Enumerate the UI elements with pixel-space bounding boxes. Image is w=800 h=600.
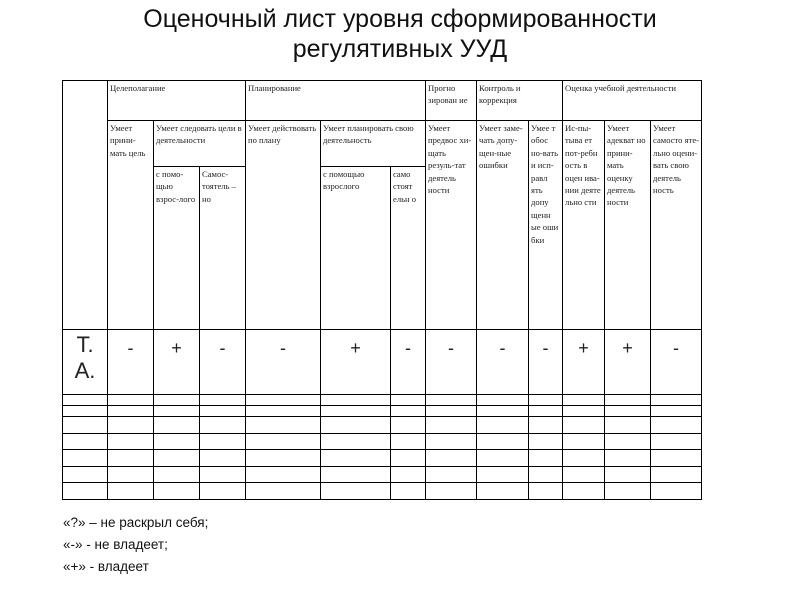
empty-cell (246, 467, 321, 483)
empty-cell (200, 406, 246, 417)
empty-cell (63, 467, 108, 483)
empty-cell (321, 450, 391, 467)
empty-rows (63, 395, 702, 500)
empty-cell (63, 406, 108, 417)
mark-cell: - (108, 330, 154, 395)
empty-cell (108, 434, 154, 450)
empty-cell (391, 467, 426, 483)
empty-cell (477, 483, 529, 500)
empty-cell (563, 395, 605, 406)
empty-cell (200, 467, 246, 483)
header-skill-justify-correct-errors: Умее т обос но-вать и исп-равл ять допу щенн ые оши бки (529, 121, 563, 330)
empty-cell (321, 395, 391, 406)
mark-cell: - (426, 330, 477, 395)
mark-cell: + (605, 330, 651, 395)
empty-cell (63, 395, 108, 406)
table-row-empty (63, 450, 702, 467)
empty-cell (651, 450, 702, 467)
empty-cell (563, 467, 605, 483)
empty-cell (108, 395, 154, 406)
header-sub-plan-with-adult-help: с помощью взрослого (321, 167, 391, 330)
mark-cell: - (477, 330, 529, 395)
header-skill-notice-errors: Умеет заме-чать допу-щен-ные ошибки (477, 121, 529, 330)
header-skill-follow-goal: Умеет следовать цели в деятельности (154, 121, 246, 167)
empty-cell (477, 450, 529, 467)
legend (63, 512, 208, 578)
empty-cell (605, 467, 651, 483)
empty-cell (200, 483, 246, 500)
empty-cell (605, 406, 651, 417)
empty-cell (391, 406, 426, 417)
empty-cell (321, 417, 391, 434)
empty-cell (426, 434, 477, 450)
page-title (0, 4, 800, 64)
empty-cell (63, 434, 108, 450)
empty-cell (563, 483, 605, 500)
empty-cell (154, 483, 200, 500)
empty-cell (477, 406, 529, 417)
empty-cell (200, 417, 246, 434)
empty-cell (246, 406, 321, 417)
mark-cell: - (651, 330, 702, 395)
header-group-forecasting: Прогно зирован ие (426, 81, 477, 121)
empty-cell (563, 406, 605, 417)
table-row-empty (63, 395, 702, 406)
student-name: Т. А. (63, 330, 108, 395)
header-sub-independently: Самос-тоятель –но (200, 167, 246, 330)
table-row-empty (63, 406, 702, 417)
header-skill-self-evaluate: Умеет самосто яте-льно оцени-вать свою деятель ность (651, 121, 702, 330)
empty-cell (651, 434, 702, 450)
header-skill-anticipate-result: Умеет предвос хи-щать резуль-тат деятель ности (426, 121, 477, 330)
empty-cell (563, 434, 605, 450)
empty-cell (391, 483, 426, 500)
empty-cell (154, 434, 200, 450)
empty-cell (529, 467, 563, 483)
empty-cell (200, 395, 246, 406)
empty-cell (605, 417, 651, 434)
empty-cell (391, 395, 426, 406)
header-row-skills (63, 121, 702, 167)
empty-cell (563, 417, 605, 434)
mark-cell: - (246, 330, 321, 395)
title-line-2: регулятивных УУД (292, 35, 508, 63)
empty-cell (108, 467, 154, 483)
mark-cell: + (563, 330, 605, 395)
mark-cell: - (529, 330, 563, 395)
empty-cell (426, 450, 477, 467)
empty-cell (651, 406, 702, 417)
empty-cell (605, 483, 651, 500)
empty-cell (63, 417, 108, 434)
empty-cell (651, 483, 702, 500)
assessment-table (62, 80, 702, 500)
empty-cell (426, 467, 477, 483)
empty-cell (246, 450, 321, 467)
table-row-student (63, 330, 702, 395)
header-sub-plan-independently: само стоят ельн о (391, 167, 426, 330)
empty-cell (529, 406, 563, 417)
empty-cell (426, 483, 477, 500)
empty-cell (529, 395, 563, 406)
empty-cell (108, 406, 154, 417)
header-group-evaluation: Оценка учебной деятельности (563, 81, 702, 121)
table-row-empty (63, 417, 702, 434)
empty-cell (605, 450, 651, 467)
empty-cell (477, 467, 529, 483)
empty-cell (651, 467, 702, 483)
header-group-planning: Планирование (246, 81, 426, 121)
header-skill-need-evaluation: Ис-пы-тыва ет пот-ребн ость в оцен ива-нии деяте льно сти (563, 121, 605, 330)
empty-cell (426, 417, 477, 434)
legend-line-unrevealed: «?» – не раскрыл себя; (63, 515, 209, 530)
empty-cell (108, 483, 154, 500)
empty-cell (154, 417, 200, 434)
empty-cell (321, 434, 391, 450)
empty-cell (321, 406, 391, 417)
empty-cell (529, 483, 563, 500)
empty-cell (63, 450, 108, 467)
empty-cell (651, 395, 702, 406)
header-group-control: Контроль и коррекция (477, 81, 563, 121)
empty-cell (605, 395, 651, 406)
header-corner-cell (63, 81, 108, 330)
mark-cell: + (321, 330, 391, 395)
empty-cell (108, 417, 154, 434)
empty-cell (529, 450, 563, 467)
header-group-goal-setting: Целеполагание (108, 81, 246, 121)
header-skill-accept-goal: Умеет прини-мать цель (108, 121, 154, 330)
empty-cell (477, 417, 529, 434)
mark-cell: - (391, 330, 426, 395)
table-row-empty (63, 483, 702, 500)
empty-cell (651, 417, 702, 434)
empty-cell (63, 483, 108, 500)
empty-cell (246, 434, 321, 450)
empty-cell (321, 467, 391, 483)
table-row-empty (63, 434, 702, 450)
empty-cell (391, 450, 426, 467)
mark-cell: - (200, 330, 246, 395)
empty-cell (477, 434, 529, 450)
empty-cell (246, 417, 321, 434)
empty-cell (108, 450, 154, 467)
empty-cell (154, 406, 200, 417)
header-skill-act-by-plan: Умеет действовать по плану (246, 121, 321, 330)
empty-cell (154, 467, 200, 483)
header-skill-plan-activity: Умеет планировать свою деятельность (321, 121, 426, 167)
empty-cell (200, 450, 246, 467)
empty-cell (246, 395, 321, 406)
empty-cell (605, 434, 651, 450)
empty-cell (426, 406, 477, 417)
empty-cell (477, 395, 529, 406)
mark-cell: + (154, 330, 200, 395)
empty-cell (391, 417, 426, 434)
empty-cell (200, 434, 246, 450)
legend-line-not-mastered: «-» - не владеет; (63, 537, 168, 552)
empty-cell (563, 450, 605, 467)
empty-cell (246, 483, 321, 500)
empty-cell (426, 395, 477, 406)
legend-line-mastered: «+» - владеет (63, 559, 149, 574)
header-row-groups (63, 81, 702, 121)
empty-cell (154, 450, 200, 467)
header-skill-accept-evaluation: Умеет адекват но прини-мать оценку деятель ности (605, 121, 651, 330)
header-sub-with-adult-help: с помо-щью взрос-лого (154, 167, 200, 330)
empty-cell (529, 434, 563, 450)
empty-cell (321, 483, 391, 500)
empty-cell (529, 417, 563, 434)
table-row-empty (63, 467, 702, 483)
title-line-1: Оценочный лист уровня сформированности (143, 5, 657, 33)
empty-cell (391, 434, 426, 450)
empty-cell (154, 395, 200, 406)
